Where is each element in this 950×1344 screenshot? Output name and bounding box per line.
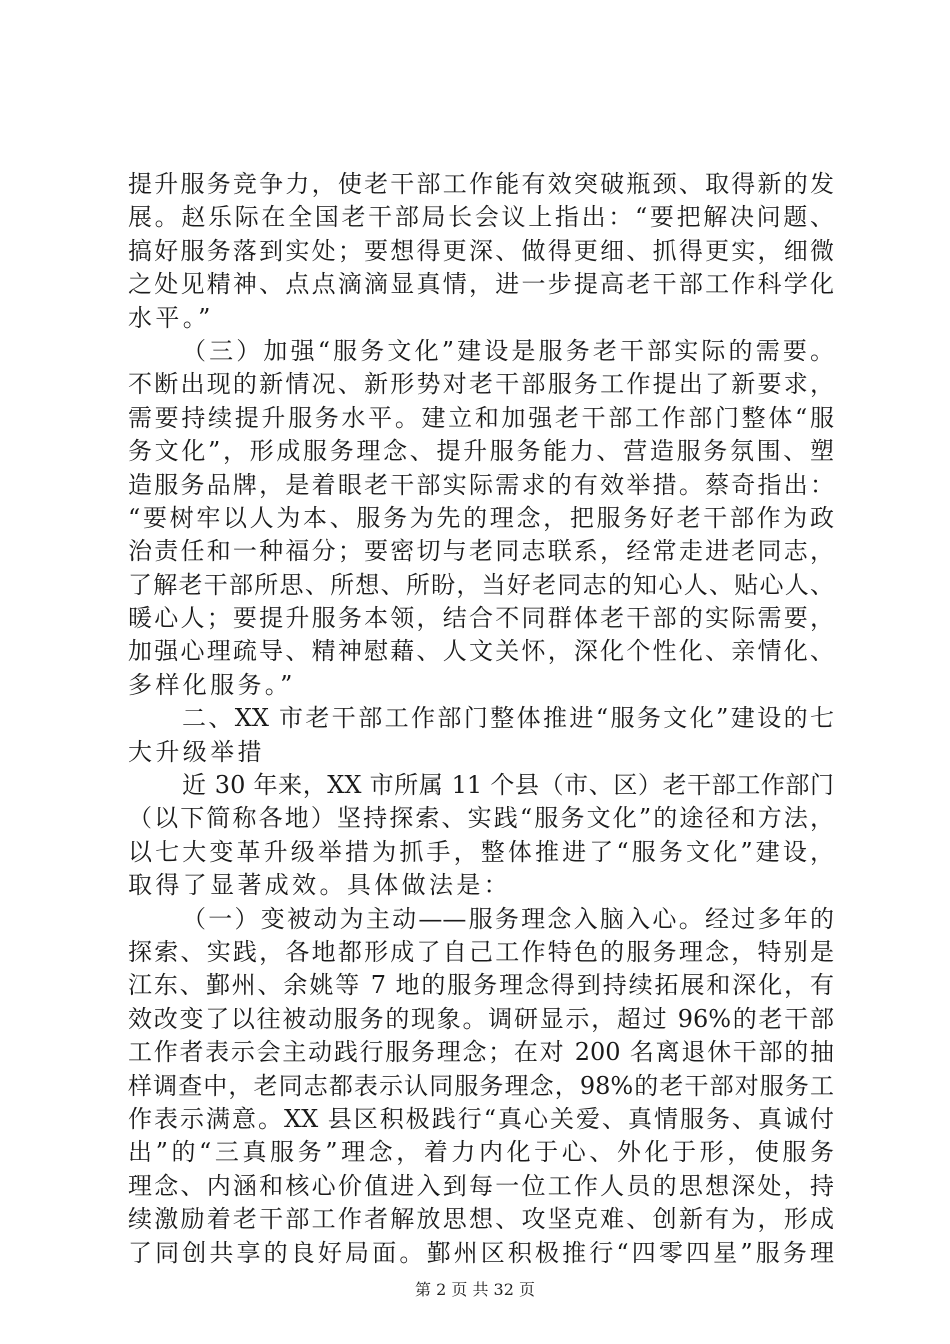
text-line: 展。赵乐际在全国老干部局长会议上指出：“要把解决问题、 [128, 203, 834, 232]
text-line: 工作者表示会主动践行服务理念；在对 200 名离退休干部的抽 [128, 1038, 834, 1067]
text-line: 之处见精神、点点滴滴显真情，进一步提高老干部工作科学化 [128, 270, 834, 299]
text-line: 以七大变革升级举措为抓手，整体推进了“服务文化”建设， [128, 837, 834, 866]
text-line: 探索、实践，各地都形成了自己工作特色的服务理念，特别是 [128, 937, 834, 966]
text-line: 取得了显著成效。具体做法是： [128, 871, 512, 900]
text-line: 多样化服务。” [128, 670, 296, 699]
text-line: 搞好服务落到实处；要想得更深、做得更细、抓得更实，细微 [128, 236, 834, 265]
page-number-footer: 第 2 页 共 32 页 [415, 1280, 535, 1299]
text-line: 不断出现的新情况、新形势对老干部服务工作提出了新要求， [128, 370, 834, 399]
text-line: 了同创共享的良好局面。鄞州区积极推行“四零四星”服务理 [128, 1238, 834, 1267]
text-line: 暖心人；要提升服务本领，结合不同群体老干部的实际需要， [128, 604, 834, 633]
text-line: 务文化”，形成服务理念、提升服务能力、营造服务氛围、塑 [128, 437, 834, 466]
text-line: 续激励着老干部工作者解放思想、攻坚克难、创新有为，形成 [128, 1205, 834, 1234]
text-line: 造服务品牌，是着眼老干部实际需求的有效举措。蔡奇指出： [128, 470, 834, 499]
text-line: 需要持续提升服务水平。建立和加强老干部工作部门整体“服 [128, 403, 834, 432]
text-line: 治责任和一种福分；要密切与老同志联系，经常走进老同志， [128, 537, 834, 566]
text-line: 作表示满意。XX 县区积极践行“真心关爱、真情服务、真诚付 [128, 1104, 834, 1133]
text-line: 水平。” [128, 303, 214, 332]
text-line: 出”的“三真服务”理念，着力内化于心、外化于形，使服务 [128, 1138, 834, 1167]
text-line: 提升服务竞争力，使老干部工作能有效突破瓶颈、取得新的发 [128, 170, 834, 198]
text-line: （以下简称各地）坚持探索、实践“服务文化”的途径和方法， [128, 804, 834, 833]
section-heading-line: （三）加强“服务文化”建设是服务老干部实际的需要。 [182, 336, 834, 365]
chapter-heading-line: 二、XX 市老干部工作部门整体推进“服务文化”建设的七 [182, 704, 834, 733]
text-line: 理念、内涵和核心价值进入到每一位工作人员的思想深处，持 [128, 1171, 834, 1200]
text-line: 效改变了以往被动服务的现象。调研显示，超过 96%的老干部 [128, 1004, 834, 1033]
document-body [128, 168, 834, 1270]
chapter-heading-line: 大升级举措 [128, 737, 265, 766]
text-line: 样调查中，老同志都表示认同服务理念，98%的老干部对服务工 [128, 1071, 834, 1100]
text-line: 近 30 年来，XX 市所属 11 个县（市、区）老干部工作部门 [182, 771, 834, 800]
text-line: 加强心理疏导、精神慰藉、人文关怀，深化个性化、亲情化、 [128, 637, 834, 666]
section-heading-line: （一）变被动为主动——服务理念入脑入心。经过多年的 [182, 904, 834, 933]
text-line: “要树牢以人为本、服务为先的理念，把服务好老干部作为政 [128, 503, 834, 532]
text-line: 了解老干部所思、所想、所盼，当好老同志的知心人、贴心人、 [128, 570, 834, 599]
text-line: 江东、鄞州、余姚等 7 地的服务理念得到持续拓展和深化，有 [128, 971, 834, 1000]
